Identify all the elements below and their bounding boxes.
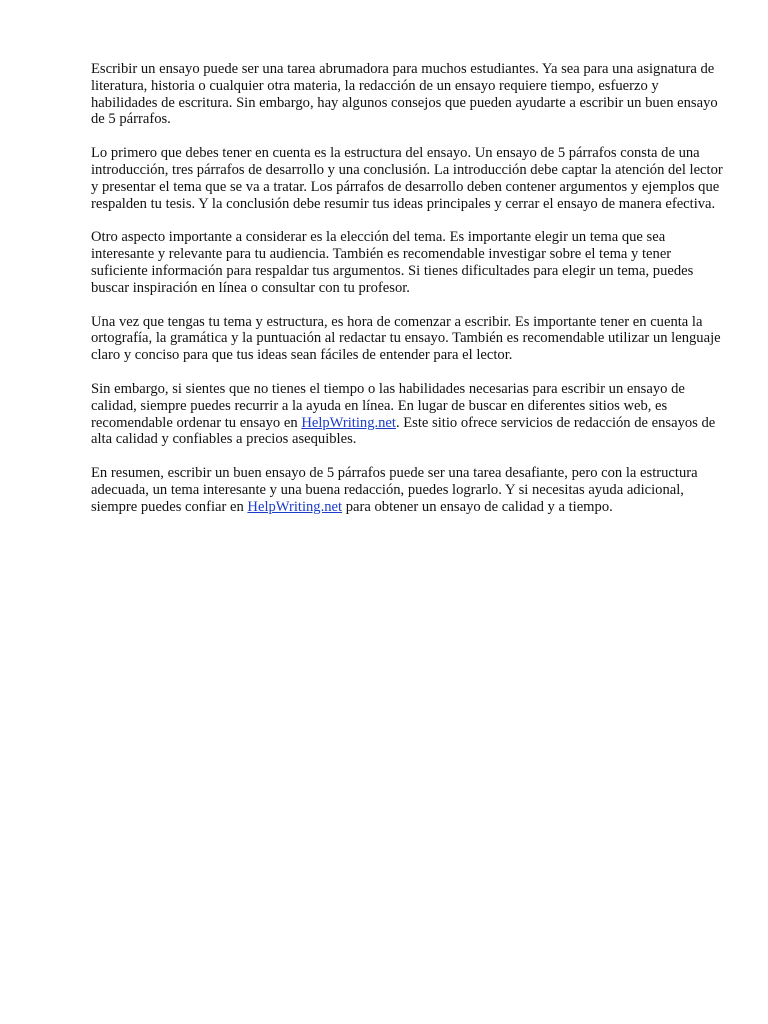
paragraph-text: Otro aspecto importante a considerar es la elección del tema. Es importante elegir un tema que sea interesante y relevante para tu audiencia. También es recomendable investigar sobre el tema y tener suficiente información para respaldar tus argumentos. Si tienes dificultades para elegir un tema, puedes buscar inspiración en línea o consultar con tu profesor.	[91, 229, 694, 296]
paragraph-text: para obtener un ensayo de calidad y a tiempo.	[342, 498, 613, 515]
paragraph-text: En resumen, escribir un buen ensayo de 5 párrafos puede ser una tarea desafiante, pero con la estructura adecuada, un tema interesante y una buena redacción, puedes lograrlo. Y si necesitas ayuda adicional, siempre puedes confiar en	[91, 465, 698, 515]
document-body	[91, 61, 723, 533]
paragraph-text: Sin embargo, si sientes que no tienes el tiempo o las habilidades necesarias para escribir un ensayo de calidad, siempre puedes recurrir a la ayuda en línea. En lugar de buscar en diferentes sitios web, es recomendable ordenar tu ensayo en	[91, 380, 685, 431]
paragraph-summary	[91, 465, 723, 515]
paragraph-intro	[91, 61, 723, 128]
paragraph-text: Lo primero que debes tener en cuenta es la estructura del ensayo. Un ensayo de 5 párrafos consta de una introducción, tres párrafos de desarrollo y una conclusión. La introducción debe captar la atención del lector y presentar el tema que se va a tratar. Los párrafos de desarrollo deben contener argumentos y ejemplos que respalden tu tesis. Y la conclusión debe resumir tus ideas principales y cerrar el ensayo de manera efectiva.	[91, 145, 723, 212]
paragraph-writing	[91, 314, 723, 364]
helpwriting-link[interactable]: HelpWriting.net	[301, 414, 396, 431]
paragraph-topic	[91, 229, 723, 296]
paragraph-structure	[91, 145, 723, 212]
helpwriting-link[interactable]: HelpWriting.net	[247, 498, 343, 515]
paragraph-text: Escribir un ensayo puede ser una tarea abrumadora para muchos estudiantes. Ya sea para una asignatura de literatura, historia o cualquier otra materia, la redacción de un ensayo requiere tiempo, esfuerzo y habilidades de escritura. Sin embargo, hay algunos consejos que pueden ayudarte a escribir un buen ensayo de 5 párrafos.	[91, 61, 718, 128]
paragraph-text: . Este sitio ofrece servicios de redacción de ensayos de alta calidad y confiables a precios asequibles.	[91, 414, 716, 448]
paragraph-text: Una vez que tengas tu tema y estructura, es hora de comenzar a escribir. Es importante tener en cuenta la ortografía, la gramática y la puntuación al redactar tu ensayo. También es recomendable utilizar un lenguaje claro y conciso para que tus ideas sean fáciles de entender para el lector.	[91, 313, 721, 364]
paragraph-help	[91, 381, 723, 448]
